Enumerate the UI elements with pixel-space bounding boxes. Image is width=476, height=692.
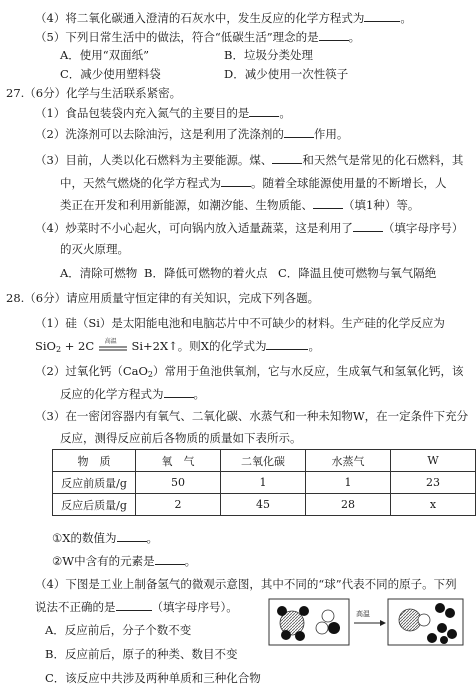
table-header: 水蒸气: [306, 450, 391, 472]
q27-item3-line3: 类正在开发和利用新能源，如潮汐能、生物质能、 （填1种）等。: [60, 198, 420, 212]
table-row: [53, 494, 476, 516]
q27-item3-line1: （3）目前，人类以化石燃料为主要能源。煤、 和天然气是常见的化石燃料，其: [35, 153, 464, 167]
table-cell: 1: [306, 472, 391, 494]
q27-option-b: B．降低可燃物的着火点: [144, 266, 268, 280]
table-header: 氧 气: [136, 450, 221, 472]
reaction-microscopic-diagram: [268, 598, 464, 648]
q27-option-a: A．清除可燃物: [60, 266, 138, 280]
table-cell: 50: [136, 472, 221, 494]
q27-title: 27.（6分）化学与生活联系紧密。: [6, 86, 182, 100]
table-row: [53, 472, 476, 494]
q28-title: 28.（6分）请应用质量守恒定律的有关知识，完成下列各题。: [6, 291, 320, 305]
mass-table: [52, 449, 476, 516]
q28-item4-line1: （4）下图是工业上制备氢气的微观示意图，其中不同的“球”代表不同的原子。下列: [35, 577, 457, 591]
q26-option-b: B．垃圾分类处理: [224, 48, 313, 62]
q28-item2-line2: 反应的化学方程式为 。: [60, 387, 205, 401]
table-header: 物 质: [53, 450, 136, 472]
table-cell: 45: [221, 494, 306, 516]
q27-item3-line2: 中，天然气燃烧的化学方程式为 。随着全球能源使用量的不断增长，人: [60, 176, 447, 190]
reaction-arrow: 高温: [104, 338, 117, 345]
table-cell: x: [391, 494, 476, 516]
q28-option-b: B．反应前后，原子的种类、数目不变: [45, 647, 238, 661]
table-header: W: [391, 450, 476, 472]
q28-item3-line2: 反应，测得反应前后各物质的质量如下表所示。: [60, 431, 302, 445]
table-cell: 反应后质量/g: [53, 494, 136, 516]
q28-option-c: C．该反应中共涉及两种单质和三种化合物: [45, 671, 261, 685]
q27-option-c: C．降温且使可燃物与氧气隔绝: [278, 266, 437, 280]
table-header-row: [53, 450, 476, 472]
table-cell: 28: [306, 494, 391, 516]
q26-item4: （4）将二氧化碳通入澄清的石灰水中，发生反应的化学方程式为 。: [35, 11, 412, 25]
q26-item5: （5）下列日常生活中的做法，符合“低碳生活”理念的是 。: [35, 30, 361, 44]
q28-item4-line2: 说法不正确的是 （填字母序号）。: [35, 600, 238, 614]
q28-option-a: A．反应前后，分子个数不变: [45, 623, 192, 637]
q28-sub1: ①X的数值为 。: [52, 531, 158, 545]
table-cell: 反应前质量/g: [53, 472, 136, 494]
q27-item4-line2: 的灭火原理。: [60, 242, 129, 256]
q26-option-a: A．使用“双面纸”: [60, 48, 150, 62]
table-cell: 2: [136, 494, 221, 516]
q28-item1-line1: （1）硅（Si）是太阳能电池和电脑芯片中不可缺少的材料。生产硅的化学反应为: [35, 316, 445, 330]
q26-option-c: C．减少使用塑料袋: [60, 67, 161, 81]
q27-item2: （2）洗涤剂可以去除油污，这是利用了洗涤剂的 作用。: [35, 127, 349, 141]
diagram-condition-label: 高温: [356, 610, 370, 618]
table-cell: 1: [221, 472, 306, 494]
q28-item1-equation: SiO$_2$ + 2C 高温 Si+2X↑。则X的化学式为 。: [35, 338, 320, 354]
q27-item1: （1）食品包装袋内充入氮气的主要目的是 。: [35, 106, 291, 120]
table-cell: 23: [391, 472, 476, 494]
q26-option-d: D．减少使用一次性筷子: [224, 67, 349, 81]
q28-sub2: ②W中含有的元素是 。: [52, 554, 197, 568]
q27-item4-line1: （4）炒菜时不小心起火，可向锅内放入适量蔬菜，这是利用了 （填字母序号）: [35, 221, 464, 235]
table-header: 二氧化碳: [221, 450, 306, 472]
q28-item2-line1: （2）过氧化钙（CaO$_2$）常用于鱼池供氧剂，它与水反应，生成氧气和氢氧化钙，该: [35, 364, 464, 379]
q28-item3-line1: （3）在一密闭容器内有氧气、二氧化碳、水蒸气和一种未知物W，在一定条件下充分: [35, 409, 469, 423]
